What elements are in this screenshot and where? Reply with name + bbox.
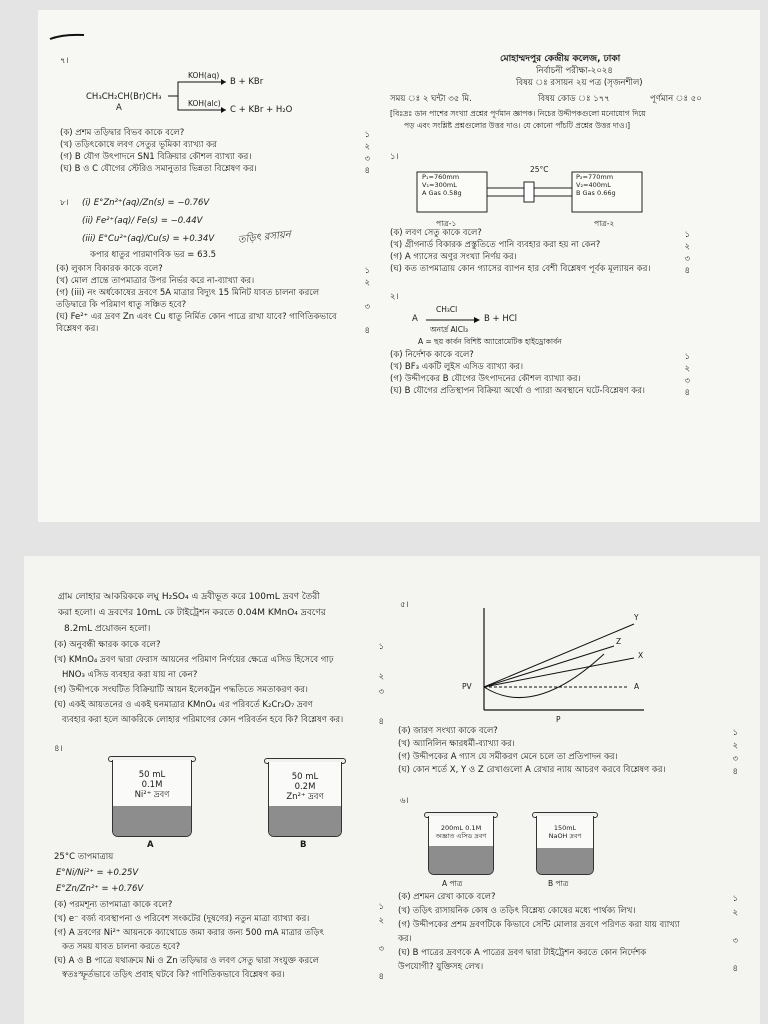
q5-items (398, 726, 738, 778)
q5-curve-x (484, 658, 634, 687)
q5-curve-z (484, 646, 614, 687)
q4-temperature: 25°C তাপমাত্রায় (54, 852, 114, 862)
q2-reaction-arrow (424, 316, 484, 324)
q1-item: (ঘ) কত তাপমাত্রায় কোন গ্যাসের ব্যাপন হার বেশী বিশ্লেষণ পূর্বক মূল্যায়ন কর। ৪ (390, 264, 690, 276)
q4-beaker-a (112, 760, 192, 837)
q5-label-y: Y (634, 613, 639, 622)
q6-item: (ক) প্রশমন রেখা কাকে বলে? ১ (398, 892, 738, 904)
q2-item: (খ) BF₃ একটি লুইস এসিড ব্যাখ্যা কর। ২ (390, 362, 690, 374)
q1-items (390, 228, 690, 276)
q1-item: (খ) গ্রীগনার্ড বিকারক প্রস্তুতিতে পানি ব্যবহার করা হয় না কেন? ২ (390, 240, 690, 252)
q4-beaker-b (268, 762, 342, 837)
q8-potential-1: (i) E°Zn²⁺(aq)/Zn(s) = −0.76V (82, 198, 210, 208)
q2-items (390, 350, 690, 398)
q5-curve-y (484, 624, 634, 687)
q8-item: (গ) (iii) নং অর্ধকোষের দ্রবণে 5A মাত্রার বিদ্যুৎ 15 মিনিট যাবত চালনা করলে (56, 288, 320, 298)
q4-beaker-a-contents: 50 mL 0.1M Ni²⁺ দ্রবণ (134, 770, 170, 800)
q3-stem: গ্রাম লোহার আকরিককে লঘু H₂SO₄ এ দ্রবীভূত করে 100mL দ্রবণ তৈরী করা হলো। এ দ্রবণের 10mL কে টাইট্রেশন করতে 0.04M KMnO₄ দ্রবণের 8.2mL প্রয়োজন হলো। (58, 592, 326, 634)
q5-pv-graph (464, 604, 654, 720)
q2-item: (গ) উদ্দীপকের B যৌগের উৎপাদনের কৌশল ব্যাখ্যা কর। ৩ (390, 374, 690, 386)
q7-reagent-aq: KOH(aq) (188, 71, 220, 80)
q5-item: (গ) উদ্দীপকের A গ্যাস যে সমীকরণ মেনে চলে তা প্রতিপাদন কর। ৩ (398, 752, 738, 764)
top-page (38, 10, 760, 522)
q7-reagent-alc: KOH(alc) (188, 99, 221, 108)
q8-atomic-mass: কপার ধাতুর পারমাণবিক ভর = 63.5 (90, 250, 217, 260)
q7-item: (গ) B যৌগ উৎপাদনে SN1 বিক্রিয়ার কৌশল ব্যাখ্যা কর। ৩ (60, 152, 370, 164)
q3-item: HNO₃ এসিড ব্যবহার করা যায় না কেন? ২ (62, 670, 384, 682)
q6-item: উপযোগী? যুক্তিসহ লেখ। ৪ (398, 962, 738, 974)
q4-beaker-b-liquid (269, 806, 341, 836)
q7-items (60, 128, 370, 176)
q3-item: (গ) উদ্দীপকে সংঘটিত বিক্রিয়াটি আয়ন ইলেকট্রন পদ্ধতিতে সমতাকরণ কর। ৩ (54, 685, 384, 697)
q1-number: ১। (390, 152, 399, 162)
full-marks: পূর্ণমান ঃ ৫০ (650, 94, 702, 104)
q4-beaker-a-liquid (113, 806, 191, 836)
pen-mark (48, 32, 88, 42)
q4-item: (গ) A দ্রবণের Ni²⁺ আয়নকে ক্যাথোডে জমা করার জন্য 500 mA মাত্রার তড়িৎ (54, 928, 324, 938)
q3-items (54, 640, 384, 730)
q8-item: (খ) মোল প্রান্তে তাপমাত্রার উপর নির্ভর করে না-ব্যাখ্যা কর। ২ (56, 276, 370, 288)
q3-item: ব্যবহার করা হলে আকরিকে লোহার পরিমাণের কোন পরিবর্তন হবে কি? বিশ্লেষণ কর। ৪ (62, 715, 384, 727)
college-name: মোহাম্মদপুর কেন্দ্রীয় কলেজ, ঢাকা (500, 54, 621, 64)
q4-items (54, 900, 384, 984)
q7-product-b: B + KBr (230, 77, 264, 87)
q1-item: (ক) লবণ সেতু কাকে বলে? ১ (390, 228, 690, 240)
q8-item: তড়িদ্বারে কি পরিমাণ ধাতু সঞ্চিত হবে? ৩ (56, 300, 370, 312)
q8-potential-2: (ii) Fe²⁺(aq)/ Fe(s) = −0.44V (82, 216, 203, 226)
q5-label-x: X (638, 651, 644, 660)
instruction-line-2: পড় এবং সংশ্লিষ্ট প্রশ্নগুলোর উত্তর দাও। যে কোনো পাঁচটি প্রশ্নের উত্তর দাও।] (404, 121, 631, 130)
q3-item: (ক) অনুবন্ধী ক্ষারক কাকে বলে? ১ (54, 640, 384, 652)
q6-items (398, 892, 738, 976)
q2-note: A = ছয় কার্বন বিশিষ্ট অ্যারোমেটিক হাইড্রোকার্বন (418, 337, 562, 346)
q4-beaker-b-contents: 50 mL 0.2M Zn²⁺ দ্রবণ (286, 772, 324, 802)
q5-item: (ঘ) কোন শর্তে X, Y ও Z রেখাগুলো A রেখার ন্যায় আচরণ করবে বিশ্লেষণ কর। ৪ (398, 765, 738, 777)
q7-item: (ক) প্রশম তড়িদ্বার বিভব কাকে বলে? ১ (60, 128, 370, 140)
q7-item: (খ) তড়িৎকোষে লবণ সেতুর ভূমিকা ব্যাখ্যা কর ২ (60, 140, 370, 152)
q4-potential-ni: E°Ni/Ni²⁺ = +0.25V (56, 868, 139, 878)
q1-vessel-1-label: পাত্র-১ (436, 219, 457, 228)
q6-beaker-a-contents: 200mL 0.1M অজ্ঞাত এসিড দ্রবণ (435, 824, 487, 840)
q5-item: (খ) অ্যানিলিন ক্ষারধর্মী-ব্যাখ্যা কর। ২ (398, 739, 738, 751)
q7-item: (ঘ) B ও C যৌগের স্টেরিও সমানুতার ভিন্নতা বিশ্লেষণ কর। ৪ (60, 164, 370, 176)
q6-item: (ঘ) B পাত্রের দ্রবণকে A পাত্রের দ্রবণ দ্বারা টাইট্রেশন করতে কোন নির্দেশক (398, 948, 647, 958)
q6-beaker-b-contents: 150mL NaOH দ্রবণ (548, 824, 582, 840)
handwritten-note: তড়িৎ রসায়ন (237, 229, 292, 246)
q5-item: (ক) জারণ সংখ্যা কাকে বলে? ১ (398, 726, 738, 738)
bottom-page (24, 556, 760, 1024)
q3-item: (খ) KMnO₄ দ্রবণ দ্বারা ফেরাস আয়নের পরিমাণ নির্ণয়ের ক্ষেত্রে এসিড হিসেবে গাঢ় (54, 655, 334, 665)
q1-left-vessel-data: P₁=760mm V₁=300mL A Gas 0.58g (422, 173, 462, 197)
q7-product-c: C + KBr + H₂O (230, 105, 293, 115)
q6-beaker-b (536, 816, 594, 875)
q5-label-a: A (634, 682, 640, 691)
q1-right-vessel-data: P₂=770mm V₂=400mL B Gas 0.66g (576, 173, 616, 197)
q7-number: ৭। (60, 56, 69, 66)
q5-axis-y-label: PV (462, 682, 472, 691)
q5-axis-x-label: P (556, 715, 561, 724)
q5-label-z: Z (616, 637, 622, 646)
q1-vessel-2-label: পাত্র-২ (594, 219, 615, 228)
q2-reactant: A (412, 314, 418, 324)
q8-number: ৮। (60, 198, 69, 208)
q4-item: (খ) e⁻ বর্জ্য ব্যবস্থাপনা ও পরিবেশ সংকটের (দুষণের) নতুন মাত্রা ব্যাখ্যা কর। ২ (54, 914, 384, 926)
q2-number: ২। (390, 292, 399, 302)
q4-potential-zn: E°Zn/Zn²⁺ = +0.76V (56, 884, 144, 894)
q2-product: B + HCl (484, 314, 518, 324)
q4-item: কত সময় যাবত চালনা করতে হবে? ৩ (62, 942, 384, 954)
instruction-line-1: [বিঃদ্রঃ ডান পাশের সংখ্যা প্রশ্নের পূর্ণমান জ্ঞাপক। নিচের উদ্দীপকগুলো মনোযোগ দিয়ে (390, 109, 646, 118)
subject-name: বিষয় ঃ রসায়ন ২য় পত্র (সৃজনশীল) (516, 78, 643, 88)
q4-beaker-a-label: A (147, 840, 154, 850)
q4-number: ৪। (54, 744, 63, 754)
exam-name: নির্বাচনী পরীক্ষা-২০২৪ (536, 66, 613, 76)
q6-beaker-b-liquid (537, 848, 593, 874)
q8-item: বিশ্লেষণ কর। ৪ (56, 324, 370, 336)
q1-item: (গ) A গ্যাসের অণুর সংখ্যা নির্ণয় কর। ৩ (390, 252, 690, 264)
q7-reactant-label: A (116, 103, 122, 113)
q2-reagent-bottom: অনার্দ্র AlCl₃ (430, 325, 469, 334)
q8-items (56, 264, 370, 336)
q2-reagent-top: CH₃Cl (436, 305, 458, 314)
q6-number: ৬। (400, 796, 409, 806)
q1-temperature: 25°C (530, 165, 549, 174)
q5-number: ৫। (400, 600, 409, 610)
exam-time: সময় ঃ ২ ঘন্টা ৩৫ মি. (390, 94, 472, 104)
q8-item: (ঘ) Fe²⁺ এর দ্রবণ Zn এবং Cu ধাতু নির্মিত কোন পাত্রে রাখা যাবে? গাণিতিকভাবে (56, 312, 337, 322)
subject-code: বিষয় কোড ঃ ১৭৭ (538, 94, 610, 104)
q6-item: কর। ৩ (398, 934, 738, 946)
q6-item: (খ) তড়িৎ রাসায়নিক কোষ ও তড়িৎ বিশ্লেষ্য কোষের মধ্যে পার্থক্য লিখ। ২ (398, 906, 738, 918)
q3-item: (ঘ) একই আয়তনের ও একই ঘনমাত্রার KMnO₄ এর পরিবর্তে K₂Cr₂O₇ দ্রবণ (54, 700, 313, 710)
q4-item: (ঘ) A ও B পাত্রে যথাক্রমে Ni ও Zn তড়িদ্বার ও লবণ সেতু দ্বারা সংযুক্ত করলে (54, 956, 319, 966)
q4-beaker-b-label: B (300, 840, 307, 850)
q4-item: স্বতঃস্ফূর্তভাবে তড়িৎ প্রবাহ ঘটবে কি? গাণিতিকভাবে বিশ্লেষণ কর। ৪ (62, 970, 384, 982)
q2-item: (ঘ) B যৌগের প্রতিস্থাপন বিক্রিয়া অর্থো ও প্যারা অবস্থানে ঘটে-বিশ্লেষণ কর। ৪ (390, 386, 690, 398)
q6-beaker-b-label: B পাত্র (548, 879, 569, 888)
q8-potential-3: (iii) E°Cu²⁺(aq)/Cu(s) = +0.34V (82, 234, 215, 244)
q7-reactant: CH₃CH₂CH(Br)CH₃ (86, 92, 162, 102)
q6-beaker-a-liquid (429, 846, 493, 874)
q6-beaker-a (428, 816, 494, 875)
q4-item: (ক) পরমশূন্য তাপমাত্রা কাকে বলে? ১ (54, 900, 384, 912)
q2-item: (ক) নির্দেশক কাকে বলে? ১ (390, 350, 690, 362)
q8-item: (ক) লুকাস বিকারক কাকে বলে? ১ (56, 264, 370, 276)
q6-item: (গ) উদ্দীপকের প্রশম দ্রবণটিকে কিভাবে সেন্টি মোলার দ্রবণে পরিণত করা যায় ব্যাখ্যা (398, 920, 680, 930)
q6-beaker-a-label: A পাত্র (442, 879, 463, 888)
